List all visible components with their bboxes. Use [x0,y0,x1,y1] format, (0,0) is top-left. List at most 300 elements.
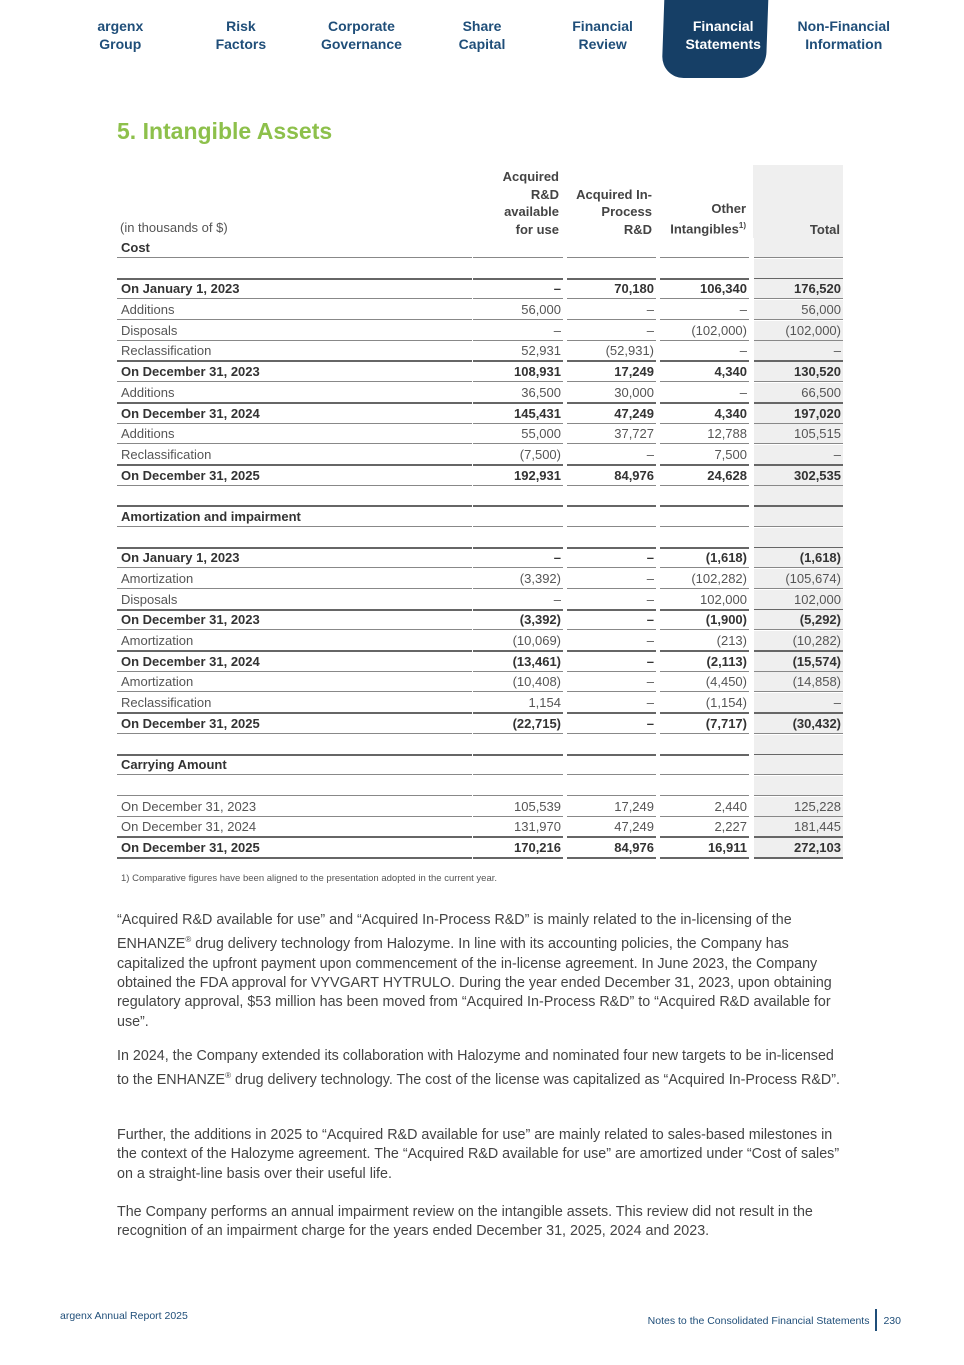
cell-text: On December 31, 2025 [121,467,260,483]
row-value [754,817,843,838]
cell-text: (7,500) [519,446,561,462]
cell-text: 102,000 [794,591,841,607]
nav-tab-line1: Risk [226,18,256,34]
row-value [660,590,749,611]
row-label [117,279,472,299]
cell-text: – [553,281,561,297]
cell-text: 145,431 [514,405,561,421]
row-value [567,238,656,258]
row-value [660,507,749,527]
cell-text: (213) [716,633,747,649]
table-row [117,528,843,549]
row-value [567,259,656,280]
cell-text [654,488,656,503]
table-row [117,838,843,859]
cell-text [747,509,749,524]
row-value [473,693,563,714]
row-value [660,486,749,507]
cell-text: Amortization [121,571,194,586]
col-header-other-intangibles [660,200,746,238]
cell-text: (30,432) [792,715,841,731]
table-row [117,300,843,321]
cell-text: 30,000 [614,384,654,400]
cell-text [841,240,843,255]
col-header-line: Acquired In- [576,186,652,202]
footer-divider [875,1309,877,1331]
col-header-text: Intangibles [670,221,739,237]
row-value [567,466,656,486]
table-row [117,548,843,569]
row-value [473,817,563,838]
row-value [660,797,749,817]
row-value [473,259,563,280]
row-label [117,693,472,714]
paragraph-text: drug delivery technology. The cost of the license was capitalized as “Acquired In-Process R&D”. [230,1072,840,1089]
row-value [754,424,843,444]
row-value [473,590,563,611]
row-value [754,548,843,568]
cell-text: 105,515 [794,426,841,442]
row-label [117,321,472,341]
row-value [754,735,843,756]
row-value [473,362,563,382]
table-row [117,341,843,362]
row-value [754,631,843,652]
footer-report-title: argenx Annual Report 2025 [60,1310,188,1322]
row-value [473,279,563,299]
cell-text: 4,340 [714,364,747,380]
row-label [117,424,472,444]
row-value [567,279,656,299]
table-row [117,797,843,818]
row-label [117,445,472,466]
cell-text [747,737,749,752]
cell-text: (102,000) [691,322,747,338]
row-value [660,466,749,486]
cell-text: 47,249 [614,819,654,835]
row-value [754,714,843,734]
cell-text: (15,574) [792,653,841,669]
row-value [660,404,749,424]
cell-text: (3,392) [519,612,561,628]
nav-tab-risk-factors[interactable] [181,0,302,80]
cell-text: 272,103 [794,839,841,855]
cell-text: 12,788 [707,426,747,442]
paragraph-2 [117,1047,847,1091]
cell-text: – [553,550,561,566]
row-label [117,776,472,796]
cell-text [747,240,749,255]
cell-text [654,509,656,524]
row-value [660,735,749,756]
row-value [567,321,656,341]
cell-text: (3,392) [519,571,561,586]
cell-text: 16,911 [707,839,747,855]
row-value [567,528,656,549]
registered-mark: ® [225,1071,231,1081]
registered-mark: ® [185,935,192,945]
table-row [117,652,843,673]
cell-text [561,509,563,524]
row-label [117,362,472,382]
unit-label: (in thousands of $) [120,219,228,235]
row-value [660,238,749,258]
table-row [117,735,843,756]
cell-text: 176,520 [794,281,841,297]
table-row [117,610,843,631]
cell-text: On December 31, 2024 [121,405,260,421]
row-label [117,735,472,756]
row-label [117,755,472,775]
row-label [117,341,472,362]
cell-text: Amortization [121,633,194,649]
nav-tab-financial-review[interactable] [542,0,663,80]
row-value [473,507,563,527]
table-row [117,693,843,714]
table-row [117,776,843,797]
cell-text: (1,618) [799,550,841,566]
row-value [754,259,843,280]
col-header-line: R&D [530,186,559,202]
row-value [660,362,749,382]
cell-text: 125,228 [794,798,841,814]
row-value [660,631,749,652]
row-value [473,424,563,444]
row-label [117,404,472,424]
row-value [754,672,843,692]
row-value [473,610,563,630]
table-row [117,321,843,342]
nav-tab-line2: Group [99,36,142,52]
cell-text: (5,292) [799,612,841,628]
cell-text: 37,727 [614,426,654,442]
cell-text: 192,931 [514,467,561,483]
row-value [567,693,656,714]
cell-text [841,488,843,503]
cell-text: Reclassification [121,446,212,462]
table-row [117,279,843,300]
nav-tab-line2: Capital [458,36,506,52]
row-value [473,569,563,589]
cell-text: Reclassification [121,343,212,359]
row-label [117,486,472,507]
row-value [567,548,656,568]
cell-text: 181,445 [794,819,841,835]
row-label [117,590,472,611]
cell-text: (2,113) [706,653,747,669]
cell-text: (10,282) [792,633,841,649]
nav-tab-share-capital[interactable] [422,0,543,80]
cell-text: (102,282) [691,571,747,586]
row-label [117,466,472,486]
row-value [567,300,656,320]
table-row [117,466,843,487]
col-header-line: for use [515,221,559,237]
col-header-line [660,217,746,238]
nav-tab-line1: Corporate [327,18,395,34]
row-value [567,383,656,404]
cell-text [561,488,563,503]
row-value [473,652,563,672]
cell-text: 84,976 [614,467,654,483]
row-value [754,652,843,672]
cell-text: Additions [121,302,175,318]
footer-section-title: Notes to the Consolidated Financial Statements [647,1315,870,1327]
table-row [117,507,843,528]
row-value [473,466,563,486]
row-label [117,631,472,652]
cell-text: 36,500 [521,384,561,400]
row-value [754,404,843,424]
row-value [567,672,656,692]
table-row [117,424,843,445]
nav-tab-line2: Review [578,36,627,52]
table-footnote: 1) Comparative figures have been aligned to the presentation adopted in the current year. [121,873,498,884]
row-label [117,797,472,817]
col-header-line: R&D [623,221,652,237]
row-value [660,341,749,362]
cell-text: (10,408) [512,674,561,690]
row-value [754,362,843,382]
cell-text: On January 1, 2023 [121,281,240,297]
cell-text: 130,520 [794,364,841,380]
row-value [754,693,843,714]
cell-text: – [646,446,654,462]
row-label [117,507,472,527]
row-value [660,652,749,672]
table-row [117,714,843,735]
row-value [567,610,656,630]
table-row [117,259,843,280]
cell-text: 17,249 [614,364,654,380]
nav-tab-financial-statements[interactable] [663,0,784,80]
row-value [567,590,656,611]
table-row [117,631,843,652]
row-value [473,528,563,549]
cell-text: (22,715) [512,715,561,731]
row-value [660,528,749,549]
cell-text: (102,000) [785,322,841,338]
table-body [117,238,843,859]
row-value [567,424,656,444]
cell-text: (13,461) [512,653,561,669]
cell-text: (52,931) [605,343,654,359]
cell-text [654,240,656,255]
row-label [117,528,472,549]
cell-text: 131,970 [514,819,561,835]
nav-tab-line2: Information [805,36,883,52]
footnote-marker: 1) [738,221,746,231]
row-value [660,714,749,734]
paragraph-1 [117,911,847,1032]
row-value [754,755,843,775]
row-label [117,817,472,838]
table-row [117,445,843,466]
col-header-acquired-rd [473,168,559,238]
paragraph-text: In 2024, the Company extended its collaboration with Halozyme and nominated four new targets to be in-licensed to the ENHANZE [117,1048,834,1089]
cell-text: – [833,343,841,359]
cell-text: (105,674) [785,571,841,586]
row-value [567,486,656,507]
nav-tab-non-financial-information[interactable] [783,0,904,80]
row-value [473,383,563,404]
cell-text: – [739,343,747,359]
row-value [567,445,656,466]
cell-text: (10,069) [512,633,561,649]
row-value [567,838,656,859]
cell-text [841,778,843,793]
nav-tab-line2: Factors [215,36,267,52]
cell-text: 84,976 [614,839,654,855]
row-value [567,776,656,796]
table-row [117,569,843,590]
nav-tab-line1: Non-Financial [797,18,891,34]
row-value [660,569,749,589]
cell-text: On January 1, 2023 [121,550,240,566]
cell-text: 7,500 [714,446,747,462]
cell-text: – [553,591,561,607]
row-value [473,797,563,817]
nav-tab-line1: Financial [572,18,633,34]
col-header-line: Other [711,200,746,216]
cell-text [747,757,749,772]
paragraph-text: drug delivery technology from Halozyme. In line with its accounting policies, the Company has capitalized the upfront payment upon commencement of the in-license agreement. In June 2023, the Company obtained the FDA approval for VYVGART HYTRULO. During the year ended December 31, 2023, upon obtaining regulatory approval, $53 million has been moved from “Acquired In-Process R&D” to “Acquired R&D available for use”. [117,936,832,1030]
row-value [473,776,563,796]
row-value [473,341,563,362]
intangible-assets-table [117,165,843,859]
row-label [117,652,472,672]
nav-tab-line1: Share [462,18,502,34]
row-value [660,672,749,692]
row-value [473,755,563,775]
cell-text: Reclassification [121,695,212,711]
row-value [567,631,656,652]
cell-text: – [646,591,654,607]
cell-text [841,737,843,752]
col-header-line: available [504,204,559,219]
row-value [473,445,563,466]
cell-text: – [646,322,654,338]
row-value [473,672,563,692]
nav-tab-argenx-group[interactable] [60,0,181,80]
cell-text: 2,227 [714,819,747,835]
cell-text: – [739,302,747,318]
table-row [117,238,843,259]
row-value [754,528,843,549]
cell-text [561,530,563,545]
cell-text: 24,628 [707,467,747,483]
cell-text: – [646,633,654,649]
cell-text [654,757,656,772]
cell-text: On December 31, 2025 [121,715,260,731]
row-label [117,672,472,692]
row-label [117,838,472,859]
cell-text [747,530,749,545]
row-label [117,259,472,280]
row-value [754,838,843,859]
col-header-line: Acquired [502,169,559,184]
cell-text: 105,539 [514,798,561,814]
row-value [660,445,749,466]
row-value [567,652,656,672]
row-value [660,548,749,568]
cell-text: On December 31, 2023 [121,364,260,380]
row-value [473,735,563,756]
cell-text: On December 31, 2024 [121,653,260,669]
table-row [117,362,843,383]
row-value [567,507,656,527]
row-value [660,817,749,838]
row-value [754,507,843,527]
row-value [754,610,843,630]
cell-text [654,737,656,752]
cell-text: – [646,715,654,731]
paragraph-text: “Acquired R&D available for use” and “Acquired In-Process R&D” is mainly related to the in-licensing of the ENHANZE [117,912,792,953]
cell-text: On December 31, 2025 [121,839,260,855]
nav-tab-corporate-governance[interactable] [301,0,422,80]
cell-text [841,530,843,545]
col-header-line: Process [601,204,652,219]
cell-text: – [646,550,654,566]
table-row [117,817,843,838]
cell-text: 66,500 [801,384,841,400]
table-row [117,590,843,611]
cell-text: – [646,695,654,711]
cell-text [747,261,749,276]
row-value [567,362,656,382]
cell-text: Additions [121,384,175,400]
cell-text: On December 31, 2024 [121,819,257,835]
row-value [660,838,749,859]
row-value [473,838,563,859]
cell-text: Carrying Amount [121,757,227,773]
col-header-total: Total [809,221,840,237]
cell-text [841,509,843,524]
cell-text: – [739,384,747,400]
cell-text: 102,000 [700,591,747,607]
row-value [660,776,749,796]
table-row [117,672,843,693]
table-row [117,404,843,425]
nav-tab-line2: Statements [685,36,761,52]
row-value [567,735,656,756]
nav-tab-line2: Governance [320,36,402,52]
row-value [754,776,843,796]
row-value [660,755,749,775]
cell-text: Additions [121,426,175,442]
paragraph-4: The Company performs an annual impairment review on the intangible assets. This review did not result in the recognition of an impairment charge for the years ended December 31, 2025, 2024 and 2023. [117,1204,813,1240]
row-value [473,631,563,652]
row-label [117,300,472,320]
cell-text: 56,000 [801,302,841,318]
row-value [660,321,749,341]
cell-text: 17,249 [614,798,654,814]
cell-text: (4,450) [705,674,747,690]
row-value [754,279,843,299]
cell-text: (14,858) [792,674,841,690]
cell-text: – [646,612,654,628]
cell-text [561,778,563,793]
cell-text [561,240,563,255]
row-value [754,569,843,589]
row-value [754,486,843,507]
footer-section [648,1310,901,1332]
cell-text [654,530,656,545]
cell-text: – [646,653,654,669]
col-header-acquired-iprd [567,186,652,239]
row-value [567,797,656,817]
row-value [660,610,749,630]
